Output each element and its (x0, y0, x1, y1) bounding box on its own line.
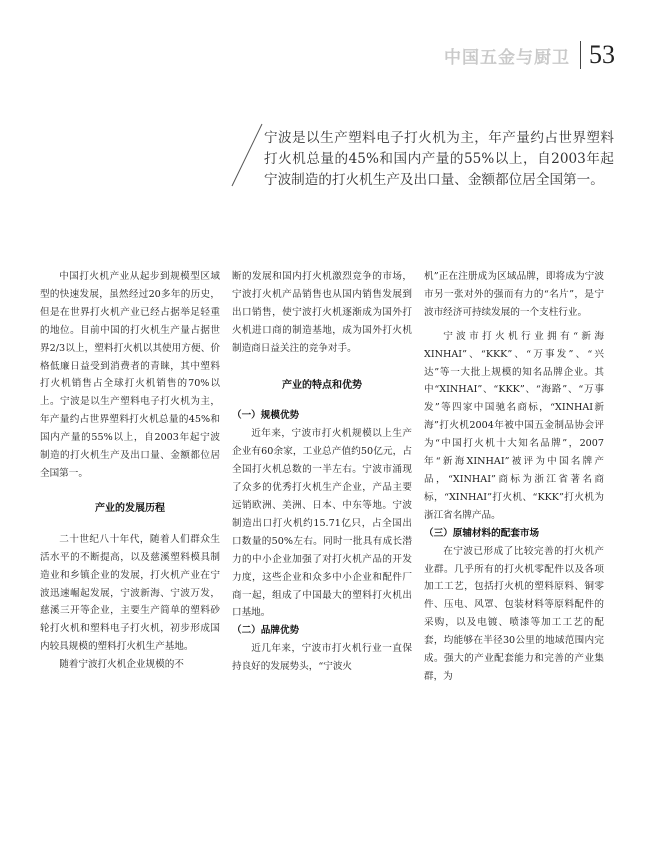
pull-quote: 宁波是以生产塑料电子打火机为主，年产量约占世界塑料打火机总量的45%和国内产量的55%以上，自2003年起宁波制造的打火机生产及出口量、金额都位居全国第一。 (264, 130, 614, 188)
column-middle (232, 268, 412, 676)
section-heading: 产业的发展历程 (95, 502, 165, 514)
body-paragraph: 近几年来，宁波市打火机行业一直保持良好的发展势头，“宁波火 (232, 643, 412, 673)
body-paragraph: 机”正在注册成为区域品牌，即将成为宁波市另一张对外的强而有力的“名片”，是宁波市经济可持续发展的一个支柱行业。 (424, 271, 604, 318)
subsection-heading: （三）原辅材料的配套市场 (424, 527, 540, 539)
body-paragraph: 随着宁波打火机企业规模的不 (59, 659, 184, 671)
masthead-divider (580, 41, 581, 69)
body-paragraph: 宁波市打火机行业拥有“新海XINHAI”、“KKK”、“万事发”、“兴达”等一大批上规模的知名品牌企业。其中“XINHAI”、“KKK”、“海路”、“万事发”等四家中国驰名商标，“XINHAI新海”打火机2004年被中国五金制品协会评为“中国打火机十大知名品牌”，2007年“新海XINHAI”被评为中国名牌产品，“XINHAI”商标为浙江省著名商标，“XINHAI”打火机、“KKK”打火机为浙江省名牌产品。 (424, 330, 604, 521)
masthead (444, 38, 615, 72)
column-left (40, 268, 220, 674)
body-paragraph: 二十世纪八十年代，随着人们群众生活水平的不断提高，以及慈溪塑料模具制造业和乡镇企业的发展，打火机产业在宁波迅速崛起发展，宁波新海、宁波万发，慈溪三开等企业，主要生产简单的塑料砂轮打火机和塑料电子打火机，初步形成国内较具规模的塑料打火机生产基地。 (40, 533, 220, 653)
pull-quote-block (228, 116, 618, 216)
body-paragraph: 中国打火机产业从起步到规模型区域型的快速发展，虽然经过20多年的历史，但是在世界打火机产业已经占据举足轻重的地位。目前中国的打火机生产量占据世界2/3以上，塑料打火机以其使用方便、价格低廉日益受到消费者的青睐，其中塑料打火机销售占全球打火机销售的70%以上。宁波是以生产塑料电子打火机为主，年产量约占世界塑料打火机总量的45%和国内产量的55%以上，自2003年起宁波制造的打火机生产及出口量、金额都位居全国第一。 (40, 271, 220, 479)
slash-decoration-icon (228, 116, 268, 216)
body-paragraph: 近年来，宁波市打火机规模以上生产企业有60余家，工业总产值约50亿元，占全国打火机总数的一半左右。宁波市涌现了众多的优秀打火机生产企业，产品主要远销欧洲、美洲、日本、中东等地。宁波制造出口打火机约15.71亿只，占全国出口数量的50%左右。同时一批具有成长潜力的中小企业加强了对打火机产品的开发力度，这些企业和众多中小企业和配件厂商一起，组成了中国最大的塑料打火机出口基地。 (232, 428, 412, 619)
subsection-heading: （二）品牌优势 (232, 625, 300, 637)
page-number: 53 (589, 40, 615, 69)
subsection-heading: （一）规模优势 (232, 410, 300, 422)
body-paragraph: 断的发展和国内打火机激烈竞争的市场，宁波打火机产品销售也从国内销售发展到出口销售，使宁波打火机逐渐成为国外打火机进口商的制造基地，成为国外打火机制造商日益关注的竞争对手。 (232, 271, 412, 354)
column-right (424, 268, 604, 686)
magazine-logo: 中国五金与厨卫 (444, 47, 570, 68)
section-heading: 产业的特点和优势 (282, 379, 362, 391)
body-paragraph: 在宁波已形成了比较完善的打火机产业群。几乎所有的打火机零配件以及各项加工工艺，包括打火机的塑料原料、铜零件、压电、风罩、包装材料等原料配件的采购，以及电镀、喷漆等加工工艺的配套，均能够在半径30公里的地域范围内完成。强大的产业配套能力和完善的产业集群，为 (424, 545, 604, 682)
